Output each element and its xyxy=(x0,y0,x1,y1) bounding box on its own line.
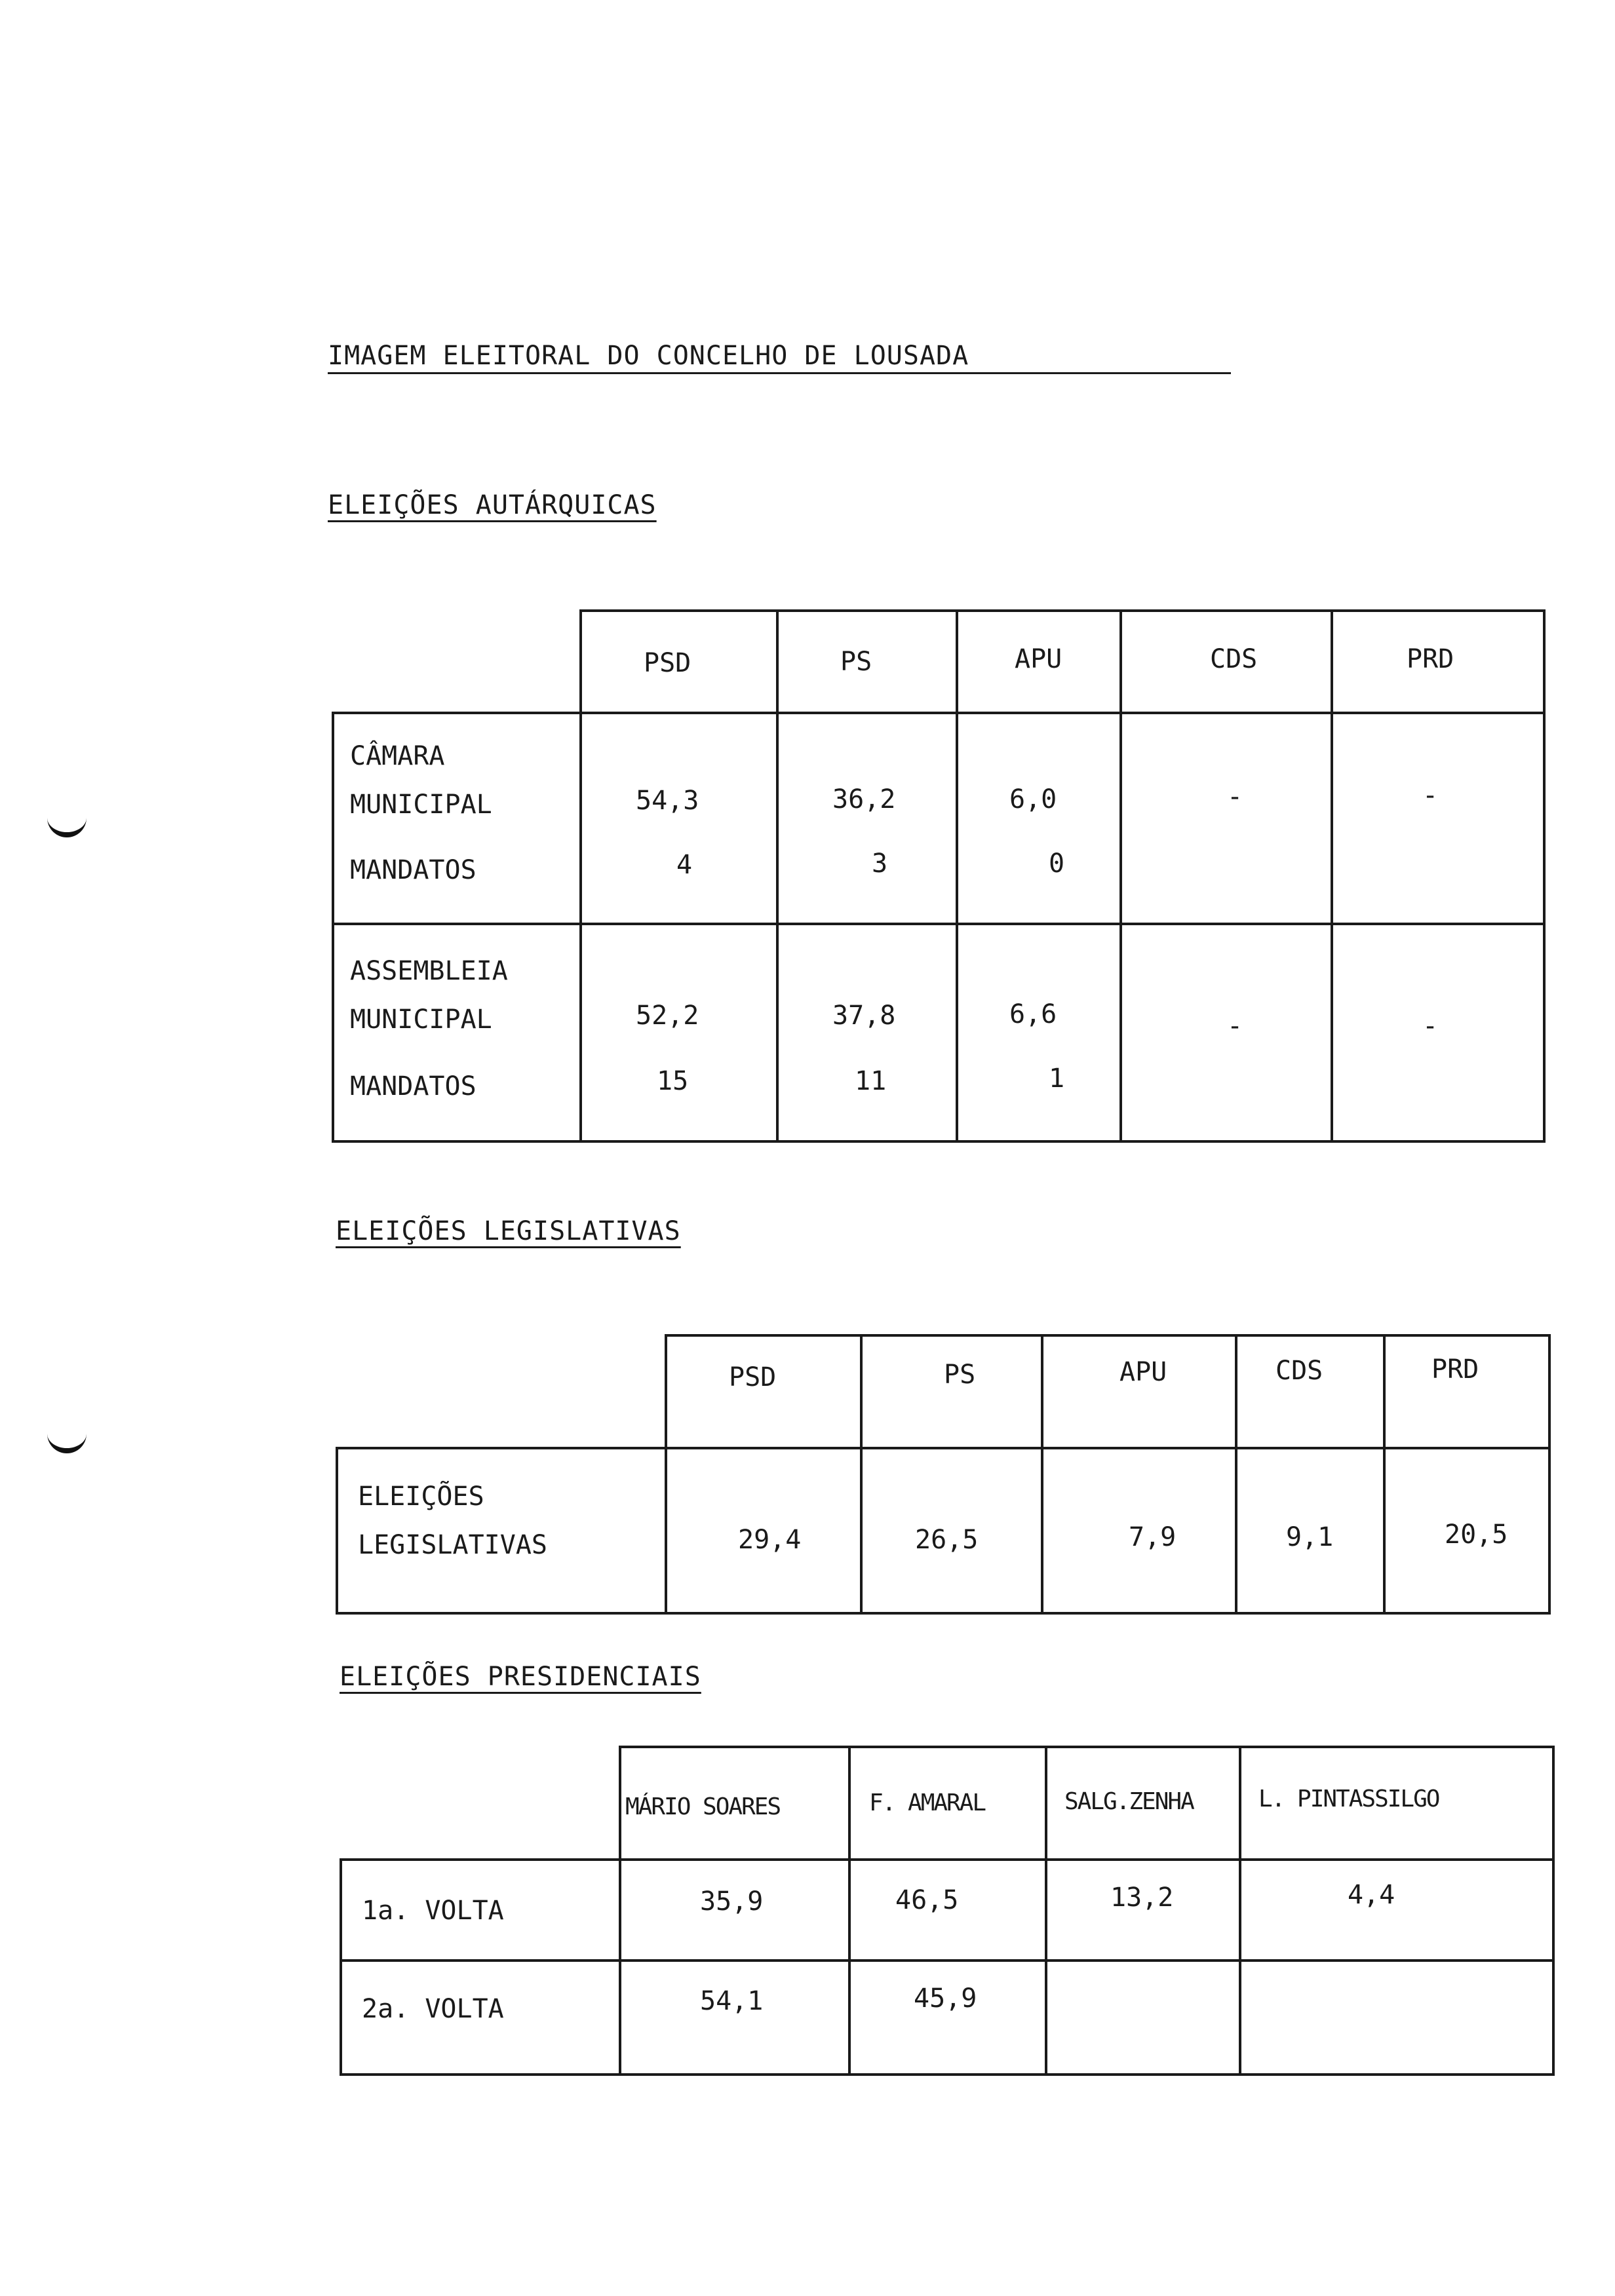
value-cell: 37,8 xyxy=(832,1001,896,1031)
title-underline xyxy=(328,372,1231,374)
col-header-ps: PS xyxy=(944,1360,976,1390)
col-header-cds: CDS xyxy=(1210,644,1258,674)
value-cell: - xyxy=(1422,1011,1439,1041)
value-cell: 36,2 xyxy=(832,784,896,814)
value-cell: 46,5 xyxy=(895,1885,959,1915)
value-cell: 13,2 xyxy=(1110,1883,1174,1913)
value-cell: 6,0 xyxy=(1009,784,1057,814)
value-cell: 4,4 xyxy=(1348,1880,1395,1910)
row-label: ASSEMBLEIA xyxy=(350,956,508,986)
mandates-cell: 15 xyxy=(657,1066,689,1096)
row-label: MUNICIPAL xyxy=(350,790,492,820)
row-label: MANDATOS xyxy=(350,1071,477,1101)
col-header-prd: PRD xyxy=(1407,644,1454,674)
col-header-candidate: MÁRIO SOARES xyxy=(625,1793,781,1820)
col-header-prd: PRD xyxy=(1431,1354,1479,1385)
col-header-cds: CDS xyxy=(1275,1356,1323,1386)
value-cell: 45,9 xyxy=(914,1983,977,2014)
col-header-apu: APU xyxy=(1015,644,1062,674)
value-cell: 26,5 xyxy=(915,1525,979,1555)
mandates-cell: 0 xyxy=(1049,849,1065,879)
value-cell: 29,4 xyxy=(738,1525,802,1555)
col-header-candidate: F. AMARAL xyxy=(869,1789,986,1816)
col-header-candidate: SALG.ZENHA xyxy=(1064,1788,1194,1815)
document-title: IMAGEM ELEITORAL DO CONCELHO DE LOUSADA xyxy=(328,341,969,371)
section-heading-autarquicas: ELEIÇÕES AUTÁRQUICAS xyxy=(328,490,657,520)
value-cell: 52,2 xyxy=(636,1001,699,1031)
col-header-apu: APU xyxy=(1119,1357,1167,1387)
value-cell: 35,9 xyxy=(700,1886,764,1917)
col-header-psd: PSD xyxy=(644,648,691,678)
row-label: ELEIÇÕES xyxy=(358,1482,484,1512)
value-cell: 7,9 xyxy=(1129,1522,1177,1552)
row-label: MUNICIPAL xyxy=(350,1004,492,1035)
section-heading-legislativas: ELEIÇÕES LEGISLATIVAS xyxy=(336,1216,681,1246)
value-cell: - xyxy=(1422,780,1439,811)
value-cell: 6,6 xyxy=(1009,999,1057,1029)
mandates-cell: 3 xyxy=(872,849,888,879)
margin-mark xyxy=(47,1428,87,1453)
mandates-cell: 4 xyxy=(676,850,693,880)
row-label: CÂMARA xyxy=(350,741,445,771)
value-cell: 54,1 xyxy=(700,1986,764,2016)
mandates-cell: 1 xyxy=(1049,1063,1065,1094)
col-header-psd: PSD xyxy=(729,1362,777,1392)
value-cell: 9,1 xyxy=(1286,1522,1334,1552)
col-header-candidate: L. PINTASSILGO xyxy=(1258,1786,1439,1812)
row-label: LEGISLATIVAS xyxy=(358,1530,547,1560)
margin-mark xyxy=(47,813,87,837)
value-cell: - xyxy=(1227,782,1243,812)
value-cell: 20,5 xyxy=(1445,1520,1508,1550)
row-label: MANDATOS xyxy=(350,855,477,885)
row-label: 2a. VOLTA xyxy=(362,1994,504,2024)
mandates-cell: 11 xyxy=(855,1066,887,1096)
value-cell: - xyxy=(1227,1011,1243,1041)
section-heading-presidenciais: ELEIÇÕES PRESIDENCIAIS xyxy=(340,1662,701,1692)
row-label: 1a. VOLTA xyxy=(362,1896,504,1926)
value-cell: 54,3 xyxy=(636,786,699,816)
col-header-ps: PS xyxy=(840,647,872,677)
